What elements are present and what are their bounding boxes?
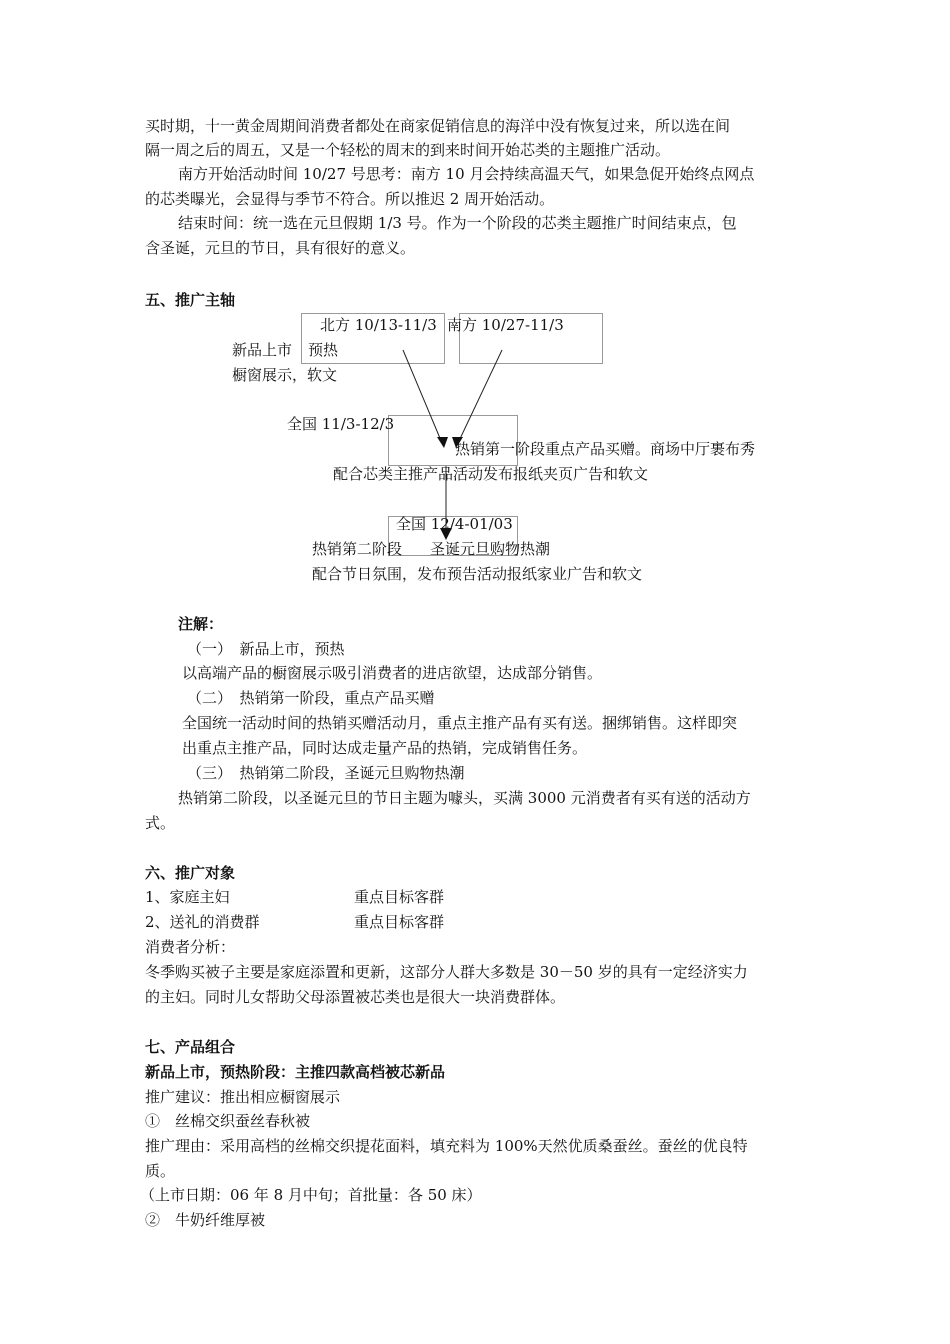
arrow-south-to-stage1 (458, 350, 502, 443)
intro-text-line: 结束时间：统一选在元旦假期 1/3 号。作为一个阶段的芯类主题推广时间结束点，包 (178, 214, 737, 232)
stage2-label: 热销第二阶段 (312, 540, 403, 558)
stage0-sub-label: 预热 (308, 341, 339, 359)
product-reason: 质。 (145, 1162, 176, 1180)
consumer-analysis-text: 的主妇。同时儿女帮助父母添置被芯类也是很大一块消费群体。 (145, 988, 566, 1006)
note-item-body: 式。 (145, 814, 176, 832)
audience-tag: 重点目标客群 (354, 888, 445, 906)
note-item-body: 出重点主推产品，同时达成走量产品的热销，完成销售任务。 (182, 739, 588, 757)
product-item: ② 牛奶纤维厚被 (145, 1211, 266, 1229)
product-reason: 推广理由：采用高档的丝棉交织提花面料，填充料为 100%天然优质桑蚕丝。蚕丝的优良特 (145, 1137, 748, 1155)
nation-stage1-period: 全国 11/3-12/3 (287, 415, 395, 433)
consumer-analysis-text: 冬季购买被子主要是家庭添置和更新，这部分人群大多数是 30－50 岁的具有一定经济实力 (145, 963, 748, 981)
launch-info: （上市日期：06 年 8 月中旬；首批量：各 50 床） (140, 1186, 482, 1204)
note-item-title: （一） 新品上市，预热 (187, 640, 345, 658)
intro-text-line: 隔一周之后的周五，又是一个轻松的周末的到来时间开始芯类的主题推广活动。 (145, 141, 671, 159)
note-item-body: 热销第二阶段，以圣诞元旦的节日主题为噱头，买满 3000 元消费者有买有送的活动方 (178, 789, 751, 807)
note-item-body: 全国统一活动时间的热销买赠活动月，重点主推产品有买有送。捆绑销售。这样即突 (182, 714, 738, 732)
south-period-label: 南方 10/27-11/3 (447, 316, 564, 334)
stage2-theme: 圣诞元旦购物热潮 (430, 540, 551, 558)
promotion-suggestion: 推广建议：推出相应橱窗展示 (145, 1088, 341, 1106)
intro-text-line: 买时期，十一黄金周期间消费者都处在商家促销信息的海洋中没有恢复过来，所以选在间 (145, 117, 731, 135)
stage1-desc: 配合芯类主推产品活动发布报纸夹页广告和软文 (333, 465, 649, 483)
nation-stage2-period: 全国 12/4-01/03 (396, 515, 513, 533)
arrow-north-to-stage1 (403, 350, 442, 443)
audience-item: 1、家庭主妇 (145, 888, 230, 906)
audience-tag: 重点目标客群 (354, 913, 445, 931)
intro-text-line: 的芯类曝光，会显得与季节不符合。所以推迟 2 周开始活动。 (145, 190, 555, 208)
intro-text-line: 含圣诞，元旦的节日，具有很好的意义。 (145, 239, 416, 257)
stage1-label: 热销第一阶段重点产品买赠。商场中厅裹布秀 (455, 440, 756, 458)
stage0-desc: 橱窗展示，软文 (232, 366, 338, 384)
stage0-label: 新品上市 (232, 341, 293, 359)
arrowhead-icon (437, 437, 448, 448)
product-subheading: 新品上市，预热阶段：主推四款高档被芯新品 (145, 1063, 446, 1081)
section-heading-promotion-axis: 五、推广主轴 (145, 291, 236, 309)
north-period-label: 北方 10/13-11/3 (320, 316, 437, 334)
note-item-title: （三） 热销第二阶段，圣诞元旦购物热潮 (187, 764, 465, 782)
product-item: ① 丝棉交织蚕丝春秋被 (145, 1112, 311, 1130)
consumer-analysis-label: 消费者分析： (145, 938, 236, 956)
notes-title: 注解： (178, 615, 224, 633)
intro-text-line: 南方开始活动时间 10/27 号思考：南方 10 月会持续高温天气，如果急促开始终点网点 (178, 165, 755, 183)
note-item-body: 以高端产品的橱窗展示吸引消费者的进店欲望，达成部分销售。 (182, 664, 603, 682)
section-heading-target-audience: 六、推广对象 (145, 864, 236, 882)
section-heading-product-mix: 七、产品组合 (145, 1038, 236, 1056)
stage2-desc: 配合节日氛围，发布预告活动报纸家业广告和软文 (312, 565, 643, 583)
audience-item: 2、送礼的消费群 (145, 913, 260, 931)
note-item-title: （二） 热销第一阶段，重点产品买赠 (187, 689, 435, 707)
